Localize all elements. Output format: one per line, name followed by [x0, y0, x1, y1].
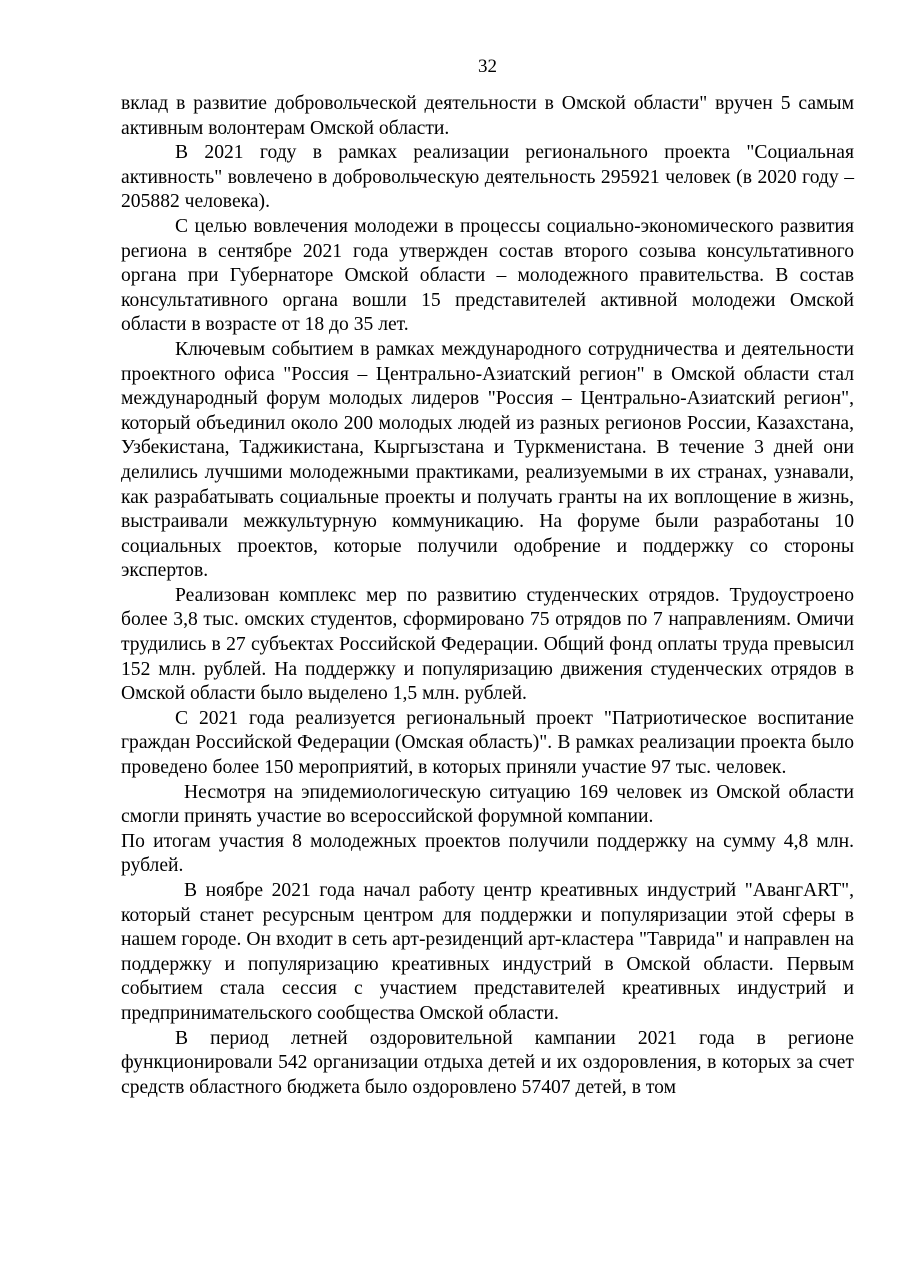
paragraph-creative-industries-center: В ноябре 2021 года начал работу центр креативных индустрий "АвангART", который станет ресурсным центром для поддержки и популяризации этой сферы в нашем городе. Он входит в сеть арт-резиденций арт-кластера "Таврида" и направлен на поддержку и популяризацию креативных индустрий в Омской области. Первым событием стала сессия с участием представителей креативных индустрий и предпринимательского сообщества Омской области. — [121, 880, 854, 1024]
paragraph-patriotic-education: С 2021 года реализуется региональный проект "Патриотическое воспитание граждан Российской Федерации (Омская область)". В рамках реализации проекта было проведено более 150 мероприятий, в которых приняли участие 97 тыс. человек. — [121, 707, 854, 779]
paragraph-youth-projects-support: По итогам участия 8 молодежных проектов получили поддержку на сумму 4,8 млн. рублей. — [121, 830, 854, 877]
paragraph-summer-health-campaign: В период летней оздоровительной кампании 2021 года в регионе функционировали 542 организации отдыха детей и их оздоровления, в которых за счет средств областного бюджета было оздоровлено 57407 детей, в том — [121, 1027, 854, 1098]
paragraph-social-activity-project: В 2021 году в рамках реализации регионального проекта "Социальная активность" вовлечено в добровольческую деятельность 295921 человек (в 2020 году – 205882 человека). — [121, 142, 854, 213]
paragraph-student-brigades: Реализован комплекс мер по развитию студенческих отрядов. Трудоустроено более 3,8 тыс. омских студентов, сформировано 75 отрядов по 7 направлениям. Омичи трудились в 27 субъектах Российской Федерации. Общий фонд оплаты труда превысил 152 млн. рублей. На поддержку и популяризацию движения студенческих отрядов в Омской области было выделено 1,5 млн. рублей. — [121, 584, 854, 705]
paragraph-volunteer-award: вклад в развитие добровольческой деятельности в Омской области" вручен 5 самым активным волонтерам Омской области. — [121, 93, 854, 139]
page-number: 32 — [478, 56, 497, 77]
paragraph-youth-government: С целью вовлечения молодежи в процессы социально-экономического развития региона в сентябре 2021 года утвержден состав второго созыва консультативного органа при Губернаторе Омской области – молодежного правительства. В состав консультативного органа вошли 15 представителей активной молодежи Омской области в возрасте от 18 до 35 лет. — [121, 215, 854, 336]
document-body — [121, 92, 854, 1100]
paragraph-international-forum: Ключевым событием в рамках международного сотрудничества и деятельности проектного офиса "Россия – Центрально-Азиатский регион" в Омской области стал международный форум молодых лидеров "Россия – Центрально-Азиатский регион", который объединил около 200 молодых людей из разных регионов России, Казахстана, Узбекистана, Таджикистана, Кыргызстана и Туркменистана. В течение 3 дней они делились лучшими молодежными практиками, реализуемыми в их странах, узнавали, как разрабатывать социальные проекты и получать гранты на их воплощение в жизнь, выстраивали межкультурную коммуникацию. На форуме были разработаны 10 социальных проектов, которые получили одобрение и поддержку со стороны экспертов. — [121, 338, 854, 582]
paragraph-forum-campaign: Несмотря на эпидемиологическую ситуацию 169 человек из Омской области смогли принять участие во всероссийской форумной компании. — [121, 781, 854, 828]
